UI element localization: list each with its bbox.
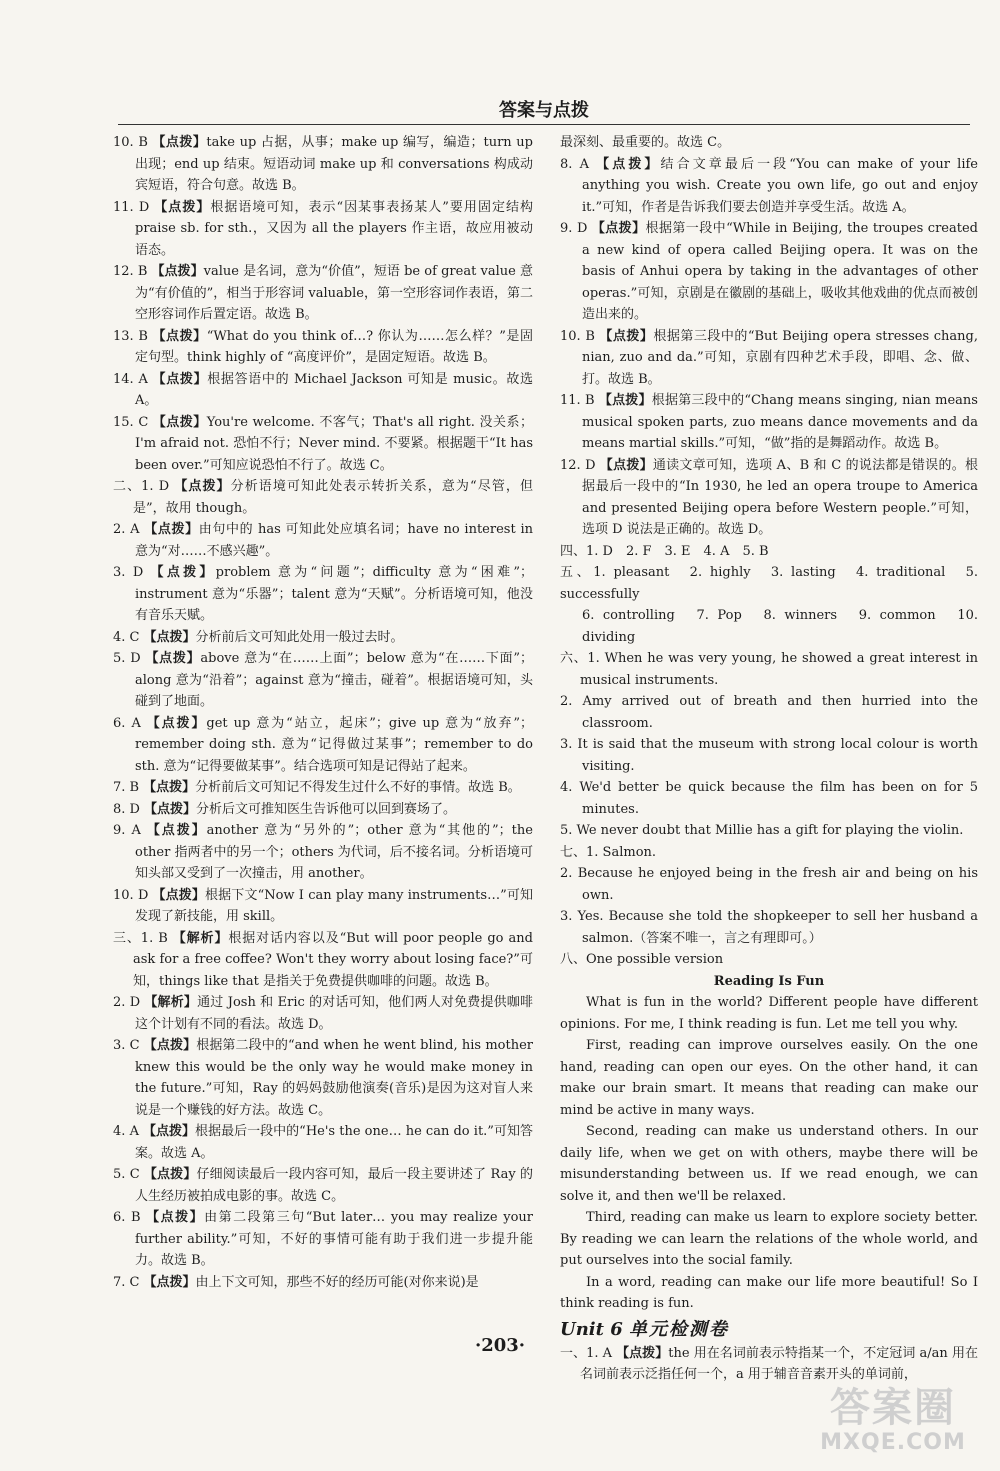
- answer-item: [113, 1035, 533, 1121]
- hint-tag: 【点拨】: [143, 801, 196, 817]
- continued-text: 最深刻、最重要的。故选 C。: [560, 135, 731, 150]
- header-rule: [118, 124, 970, 125]
- item-number: 3.: [560, 909, 573, 924]
- item-text: 通读文章可知，选项 A、B 和 C 的说法都是错误的。根据最后一段中的“In 1930, he led an opera troupe to America and presented Beijing opera before Western people.”可知，选项 D 说法是正确的。故选 D。: [582, 457, 978, 537]
- hint-tag: 【点拨】: [144, 1210, 205, 1225]
- hint-tag: 【点拨】: [143, 1038, 197, 1053]
- hint-tag: 【点拨】: [144, 651, 201, 666]
- item-text: We'd better be quick because the film has been on for 5 minutes.: [579, 780, 978, 817]
- item-number: 5.: [113, 651, 126, 666]
- item-number: 13.: [113, 328, 134, 344]
- item-number: 15.: [113, 414, 134, 430]
- item-text: Amy arrived out of breath and then hurried into the classroom.: [582, 694, 978, 731]
- answer-letter: D: [158, 479, 170, 494]
- section-4-answers: 四、1. D 2. F 3. E 4. A 5. B: [560, 543, 769, 559]
- essay-paragraph: Third, reading can make us learn to explore society better. By reading we can learn the relations of the whole world, and put ourselves into the social family.: [560, 1210, 978, 1268]
- item-number: 11.: [560, 393, 581, 408]
- sentence-item: [560, 777, 978, 820]
- item-text: We never doubt that Millie has a gift for playing the violin.: [576, 823, 964, 838]
- answer-letter: A: [138, 371, 148, 387]
- item-number: 9.: [113, 823, 126, 838]
- item-number: 2.: [560, 866, 573, 881]
- hint-tag: 【点拨】: [147, 565, 216, 580]
- item-text: 根据语境可知，表示“因某事表扬某人”要用固定结构 praise sb. for sth.，又因为 all the players 作主语，故应用被动语态。: [135, 199, 533, 258]
- item-number: 7.: [113, 780, 126, 795]
- item-text: value 是名词，意为“价值”，短语 be of great value 意为“有价值的”，相当于形容词 valuable，第一空形容词作表语，第二空形容词作后置定语。故选 B。: [135, 264, 533, 322]
- answer-item: [113, 197, 533, 262]
- answer-letter: D: [585, 457, 596, 473]
- hint-tag: 【点拨】: [599, 457, 653, 473]
- answer-letter: C: [129, 1038, 140, 1053]
- hint-tag: 【点拨】: [143, 1167, 197, 1182]
- hint-tag: 【点拨】: [151, 371, 208, 387]
- sentence-item: [560, 863, 978, 906]
- essay-paragraph: What is fun in the world? Different people have different opinions. For me, I think reading is fun. Let me tell you why.: [560, 995, 978, 1032]
- answer-letter: B: [158, 930, 168, 946]
- answer-item: [113, 261, 533, 326]
- item-text: When he was very young, he showed a great interest in musical instruments.: [580, 651, 978, 688]
- item-text: 根据对话内容以及“But will poor people go and ask for a free coffee? Won't they worry about losing face?”可知，things like that 是指关于免费提供咖啡的问题。故选 B。: [133, 930, 533, 989]
- item-text: take up 占据，从事；make up 编写，编造；turn up 出现；end up 结束。短语动词 make up 和 conversations 构成动宾短语，符合句意。故选 B。: [135, 135, 533, 193]
- item-text: 仔细阅读最后一段内容可知，最后一段主要讲述了 Ray 的人生经历被拍成电影的事。故选 C。: [135, 1167, 533, 1204]
- answer-item: [113, 992, 533, 1035]
- item-text: Yes. Because she told the shopkeeper to sell her husband a salmon.（答案不唯一，言之有理即可。）: [577, 909, 978, 946]
- answer-item: [113, 326, 533, 369]
- item-number: 12.: [560, 457, 581, 473]
- item-number: 8.: [560, 156, 573, 172]
- item-number: 七、1.: [560, 844, 599, 860]
- hint-tag: 【点拨】: [593, 156, 661, 172]
- answer-letter: C: [138, 414, 149, 430]
- answer-item: [113, 519, 533, 562]
- item-text: problem 意为“问题”；difficulty 意为“困难”；instrument 意为“乐器”；talent 意为“天赋”。分析语境可知，他没有音乐天赋。: [135, 565, 533, 623]
- hint-tag: 【点拨】: [591, 221, 646, 236]
- sentence-item: [560, 734, 978, 777]
- answer-letter: A: [579, 156, 590, 172]
- essay-body: [560, 992, 978, 1315]
- item-text: You're welcome. 不客气；That's all right. 没关系；I'm afraid not. 恐怕不行；Never mind. 不要紧。根据题干“It has been over.”可知应说恐怕不行了。故选 C。: [135, 414, 533, 473]
- item-text: Because he enjoyed being in the fresh air and being on his own.: [577, 866, 978, 903]
- item-text: the 用在名词前表示特指某一个，不定冠词 a/an 用在名词前表示泛指任何一个，a 用于辅音音素开头的单词前，: [580, 1345, 978, 1382]
- answer-item: [560, 154, 978, 219]
- item-number: 三、1.: [113, 930, 154, 946]
- answer-item: [113, 412, 533, 477]
- hint-tag: 【点拨】: [151, 135, 207, 150]
- answer-item: [113, 820, 533, 885]
- hint-tag: 【点拨】: [151, 264, 204, 279]
- essay-paragraph: Second, reading can make us understand others. In our daily life, when we get on with others, maybe there will be misunderstanding between us. If we read enough, we can solve it, and then we'll be relaxed.: [560, 1124, 978, 1204]
- hint-tag: 【点拨】: [598, 393, 652, 408]
- item-number: 6.: [113, 1210, 126, 1225]
- answer-item: [113, 713, 533, 778]
- left-column: [113, 132, 533, 1293]
- item-number: 5.: [113, 1167, 126, 1182]
- answer-item: [113, 885, 533, 928]
- hint-tag: 【点拨】: [152, 414, 207, 430]
- answer-item: [113, 1121, 533, 1164]
- section-5-line-2: 6. controlling 7. Pop 8. winners 9. common 10. dividing: [582, 608, 978, 645]
- answer-item: [113, 648, 533, 713]
- answer-letter: B: [138, 135, 148, 150]
- item-number: 10.: [113, 135, 134, 150]
- hint-tag: 【点拨】: [144, 823, 207, 838]
- hint-tag: 【点拨】: [598, 328, 654, 344]
- answer-letter: C: [129, 1167, 140, 1182]
- item-number: 5.: [560, 823, 573, 838]
- item-text: 根据答语中的 Michael Jackson 可知是 music。故选 A。: [135, 371, 533, 408]
- item-text: 根据第三段中的“But Beijing opera stresses chang, nian, zuo and da.”可知，京剧有四种艺术手段，即唱、念、做、打。故选 B。: [582, 328, 978, 387]
- answer-item: [560, 218, 978, 326]
- answer-item: [113, 562, 533, 627]
- answer-item: [113, 476, 533, 519]
- answer-item: [560, 455, 978, 541]
- watermark-logo: 答案圈: [830, 1385, 956, 1431]
- answer-letter: D: [132, 565, 144, 580]
- item-text: 根据第一段中“While in Beijing, the troupes created a new kind of opera called Beijing opera. It was on the basis of Anhui opera by taking in the advantages of other operas.”可知，京剧是在徽剧的基础上，吸收其他戏曲的优点而被创造出来的。: [582, 221, 978, 322]
- sentence-item: [560, 842, 978, 864]
- item-number: 六、1.: [560, 651, 600, 666]
- answer-letter: D: [129, 995, 141, 1010]
- hint-tag: 【点拨】: [142, 1124, 196, 1139]
- item-text: 由上下文可知，那些不好的经历可能(对你来说)是: [195, 1274, 479, 1290]
- item-number: 2.: [113, 522, 126, 537]
- right-answer-list: [560, 154, 978, 541]
- item-number: 10.: [560, 328, 581, 344]
- answer-letter: A: [129, 1124, 139, 1139]
- item-text: 通过 Josh 和 Eric 的对话可知，他们两人对免费提供咖啡这个计划有不同的看法。故选 D。: [135, 995, 533, 1032]
- answer-letter: C: [129, 629, 140, 645]
- answer-item: [113, 928, 533, 993]
- essay-paragraph: First, reading can improve ourselves easily. On the one hand, reading can open our eyes. On the other hand, it can make our brain smart. It means that reading can make our mind be active in many ways.: [560, 1038, 978, 1118]
- hint-tag: 【点拨】: [173, 479, 231, 494]
- item-number: 二、1.: [113, 479, 154, 494]
- answer-letter: D: [129, 801, 140, 817]
- watermark-site: MXQE.COM: [820, 1430, 966, 1455]
- answer-letter: A: [130, 522, 140, 537]
- answer-item: [113, 1164, 533, 1207]
- item-number: 4.: [113, 1124, 126, 1139]
- item-text: 根据最后一段中的“He's the one… he can do it.”可知答案。故选 A。: [135, 1124, 533, 1161]
- answer-item: [113, 132, 533, 197]
- item-text: 由第二段第三句“But later… you may realize your further ability.”可知，不好的事情可能有助于我们进一步提升能力。故选 B。: [135, 1210, 533, 1268]
- item-text: 分析前后文可知记不得发生过什么不好的事情。故选 B。: [195, 780, 521, 795]
- item-number: 10.: [113, 887, 134, 903]
- unit-label: Unit 6: [560, 1318, 623, 1340]
- answer-letter: B: [585, 393, 595, 408]
- item-text: 分析语境可知此处表示转折关系，意为“尽管，但是”，故用 though。: [133, 479, 533, 516]
- sentence-item: [560, 820, 978, 842]
- answer-letter: D: [137, 887, 149, 903]
- answer-item: [113, 777, 533, 799]
- answer-item: [113, 1207, 533, 1272]
- essay-paragraph: In a word, reading can make our life more beautiful! So I think reading is fun.: [560, 1274, 978, 1311]
- answer-letter: C: [129, 1274, 140, 1290]
- watermark: [808, 1386, 978, 1455]
- hint-tag: 【解析】: [171, 930, 229, 946]
- item-number: 4.: [113, 629, 126, 645]
- hint-tag: 【点拨】: [143, 1274, 196, 1290]
- hint-tag: 【点拨】: [144, 715, 207, 731]
- hint-tag: 【点拨】: [143, 629, 196, 645]
- sentence-item: [560, 648, 978, 691]
- item-number: 2.: [560, 694, 573, 709]
- answer-letter: D: [138, 199, 150, 215]
- hint-tag: 【点拨】: [153, 199, 211, 215]
- sentence-item: [560, 906, 978, 949]
- hint-tag: 【解析】: [144, 995, 198, 1010]
- section-6-list: [560, 648, 978, 842]
- answer-item: [113, 369, 533, 412]
- item-text: 分析前后文可知此处用一般过去时。: [195, 629, 404, 645]
- right-column: [560, 132, 978, 1386]
- answer-letter: B: [129, 780, 140, 795]
- item-text: above 意为“在……上面”；below 意为“在……下面”；along 意为“沿着”；against 意为“撞击，碰着”。根据语境可知，头碰到了地面。: [135, 651, 533, 709]
- item-number: 4.: [560, 780, 573, 795]
- answer-item: [560, 326, 978, 391]
- item-number: 3.: [113, 1038, 126, 1053]
- answer-letter: D: [576, 221, 588, 236]
- answer-letter: B: [138, 328, 148, 344]
- item-text: get up 意为“站立，起床”；give up 意为“放弃”；remember doing sth. 意为“记得做过某事”；remember to do sth. 意为“记得要做某事”。结合选项可知是记得站了起来。: [135, 715, 533, 774]
- item-number: 14.: [113, 371, 134, 387]
- hint-tag: 【点拨】: [143, 780, 196, 795]
- section-8-intro: 八、One possible version: [560, 952, 724, 967]
- item-text: 由句中的 has 可知此处应填名词；have no interest in 意为“对……不感兴趣”。: [135, 522, 533, 559]
- item-number: 9.: [560, 221, 573, 236]
- answer-letter: B: [131, 1210, 141, 1225]
- page-header: 答案与点拨: [499, 100, 589, 121]
- hint-tag: 【点拨】: [616, 1345, 669, 1361]
- item-number: 2.: [113, 995, 126, 1010]
- item-number: 11.: [113, 199, 134, 215]
- section-5-line-1: 五、1. pleasant 2. highly 3. lasting 4. traditional 5. successfully: [560, 565, 978, 602]
- item-text: another 意为“另外的”；other 意为“其他的”；the other 指两者中的另一个；others 为代词，后不接名词。分析语境可知头部又受到了一次撞击，用 another。: [135, 823, 533, 881]
- answer-letter: A: [131, 823, 141, 838]
- hint-tag: 【点拨】: [143, 522, 199, 537]
- item-number: 3.: [113, 565, 126, 580]
- answer-item: [113, 799, 533, 821]
- answer-letter: B: [585, 328, 595, 344]
- section-7-list: [560, 842, 978, 950]
- item-number: 12.: [113, 264, 134, 279]
- item-text: 结合文章最后一段“You can make of your life anything you wish. Create you own life, go out and enjoy it.”可知，作者是告诉我们要去创造并享受生活。故选 A。: [582, 156, 978, 215]
- item-text: 分析后文可推知医生告诉他可以回到赛场了。: [196, 801, 457, 817]
- answer-item: [113, 627, 533, 649]
- hint-tag: 【点拨】: [151, 328, 207, 344]
- hint-tag: 【点拨】: [152, 887, 206, 903]
- item-text: “What do you think of…? 你认为……怎么样？”是固定句型。think highly of “高度评价”，是固定短语。故选 B。: [135, 328, 533, 365]
- answer-letter: D: [130, 651, 141, 666]
- essay-title: Reading Is Fun: [713, 973, 825, 989]
- item-number: 一、1.: [560, 1345, 599, 1361]
- item-text: 根据下文“Now I can play many instruments…”可知发现了新技能，用 skill。: [135, 887, 533, 924]
- unit-title: 单元检测卷: [629, 1318, 730, 1340]
- answer-letter: A: [602, 1345, 613, 1361]
- answer-item: [113, 1272, 533, 1294]
- item-number: 8.: [113, 801, 126, 817]
- item-text: Salmon.: [602, 844, 657, 860]
- item-number: 6.: [113, 715, 126, 731]
- item-number: 7.: [113, 1274, 126, 1290]
- page-number: ·203·: [474, 1335, 526, 1356]
- item-number: 3.: [560, 737, 573, 752]
- answer-letter: B: [137, 264, 148, 279]
- item-text: 根据第二段中的“and when he went blind, his mother knew this would be the only way he would make money in the future.”可知，Ray 的妈妈鼓励他演奏(音乐)是因为这对盲人来说是一个赚钱的好方法。故选 C。: [135, 1038, 533, 1118]
- answer-letter: A: [131, 715, 141, 731]
- item-text: It is said that the museum with strong local colour is worth visiting.: [577, 737, 978, 774]
- answer-item: [560, 390, 978, 455]
- sentence-item: [560, 691, 978, 734]
- item-text: 根据第三段中的“Chang means singing, nian means musical spoken parts, zuo means dance movements and da means martial skills.”可知，“做”指的是舞蹈动作。故选 B。: [582, 393, 978, 451]
